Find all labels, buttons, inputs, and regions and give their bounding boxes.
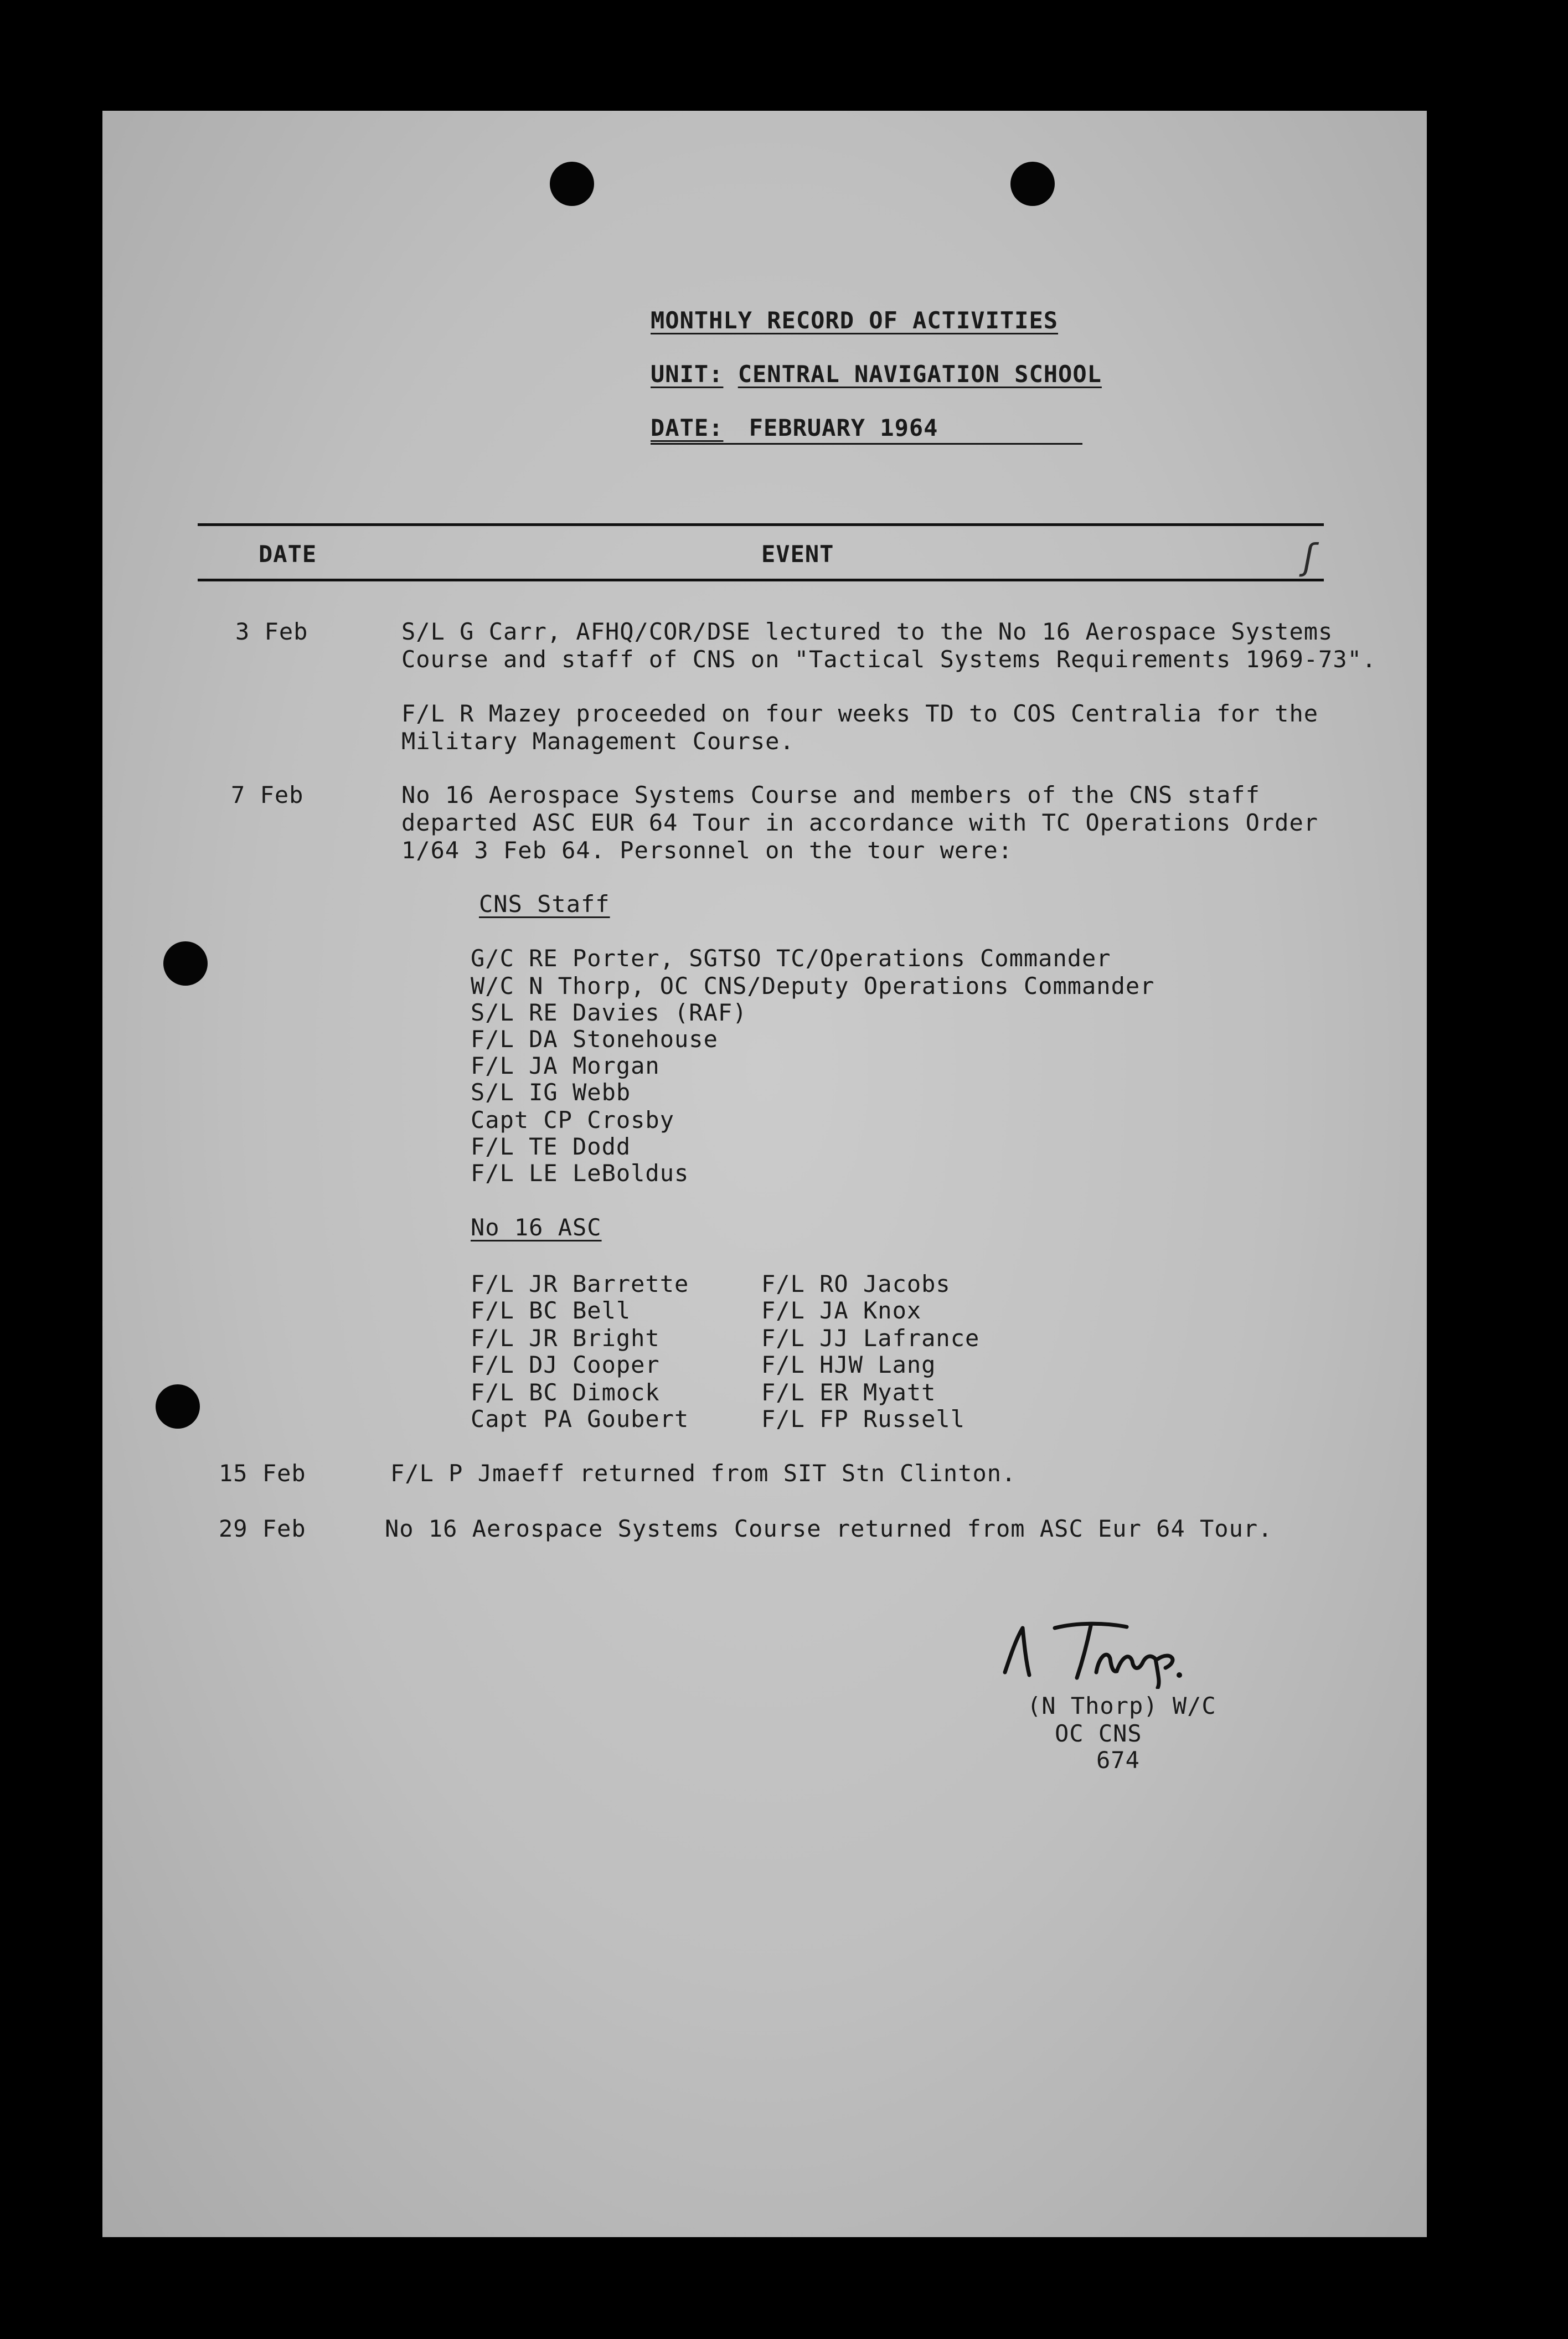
cns-staff-member: S/L RE Davies (RAF) [471, 999, 747, 1026]
column-header-date: DATE [259, 540, 317, 568]
asc-member-left: F/L DJ Cooper [471, 1351, 660, 1378]
unit-label: UNIT: [651, 360, 724, 388]
asc-member-left: F/L BC Bell [471, 1297, 631, 1324]
entry-7feb-line-3: 1/64 3 Feb 64. Personnel on the tour were: [401, 837, 1013, 864]
entry-mazey-line-2: Military Management Course. [401, 728, 795, 755]
table-top-rule [198, 523, 1324, 526]
unit-line [651, 360, 1102, 388]
asc-member-left: F/L JR Barrette [471, 1270, 689, 1297]
asc-member-left: F/L JR Bright [471, 1325, 660, 1352]
entry-7feb-line-1: No 16 Aerospace Systems Course and members of the CNS staff [401, 781, 1260, 808]
entry-date-15feb: 15 Feb [219, 1460, 306, 1487]
cns-staff-member: F/L JA Morgan [471, 1052, 660, 1079]
date-value: FEBRUARY 1964 [749, 414, 938, 441]
cns-staff-heading: CNS Staff [479, 890, 610, 918]
entry-date-7feb: 7 Feb [231, 781, 304, 808]
punch-hole-top-left [550, 162, 594, 206]
entry-mazey-line-1: F/L R Mazey proceeded on four weeks TD to COS Centralia for the [401, 700, 1319, 727]
asc-member-right: F/L JJ Lafrance [761, 1325, 980, 1352]
date-line [651, 416, 938, 440]
cns-staff-member: W/C N Thorp, OC CNS/Deputy Operations Commander [471, 972, 1155, 1000]
asc-member-right: F/L ER Myatt [761, 1379, 936, 1406]
punch-hole-top-right [1010, 162, 1055, 206]
cns-staff-member: F/L LE LeBoldus [471, 1160, 689, 1187]
margin-mark: ʃ [1298, 537, 1320, 578]
signature-title: OC CNS [1055, 1720, 1142, 1747]
document-page [102, 111, 1427, 2237]
asc-heading: No 16 ASC [471, 1214, 602, 1241]
entry-29feb-text: No 16 Aerospace Systems Course returned from ASC Eur 64 Tour. [385, 1515, 1273, 1542]
cns-staff-member: Capt CP Crosby [471, 1106, 675, 1134]
asc-member-right: F/L JA Knox [761, 1297, 922, 1324]
date-label: DATE: [651, 414, 724, 441]
signature-name: (N Thorp) W/C [1027, 1692, 1216, 1719]
entry-3feb-line-1: S/L G Carr, AFHQ/COR/DSE lectured to the No 16 Aerospace Systems [401, 618, 1333, 645]
date-underline [651, 443, 1082, 445]
handwritten-signature [994, 1606, 1215, 1689]
document-title: MONTHLY RECORD OF ACTIVITIES [651, 307, 1059, 334]
page-number: 674 [1096, 1746, 1140, 1774]
unit-value: CENTRAL NAVIGATION SCHOOL [737, 360, 1102, 388]
column-header-event: EVENT [761, 540, 834, 568]
asc-member-right: F/L HJW Lang [761, 1351, 936, 1378]
table-header-rule [198, 579, 1324, 581]
cns-staff-member: F/L DA Stonehouse [471, 1026, 718, 1053]
punch-hole-left-upper [163, 941, 208, 986]
entry-date-3feb: 3 Feb [235, 618, 308, 645]
asc-member-right: F/L FP Russell [761, 1405, 966, 1433]
entry-15feb-text: F/L P Jmaeff returned from SIT Stn Clinton. [390, 1460, 1017, 1487]
asc-member-left: Capt PA Goubert [471, 1405, 689, 1433]
punch-hole-left-lower [156, 1384, 200, 1429]
entry-3feb-line-2: Course and staff of CNS on "Tactical Systems Requirements 1969-73". [401, 646, 1377, 673]
entry-date-29feb: 29 Feb [219, 1515, 306, 1542]
entry-7feb-line-2: departed ASC EUR 64 Tour in accordance with TC Operations Order [401, 809, 1319, 836]
cns-staff-member: S/L IG Webb [471, 1079, 631, 1106]
cns-staff-member: F/L TE Dodd [471, 1133, 631, 1160]
asc-member-right: F/L RO Jacobs [761, 1270, 951, 1297]
asc-member-left: F/L BC Dimock [471, 1379, 660, 1406]
cns-staff-member: G/C RE Porter, SGTSO TC/Operations Commander [471, 945, 1111, 972]
